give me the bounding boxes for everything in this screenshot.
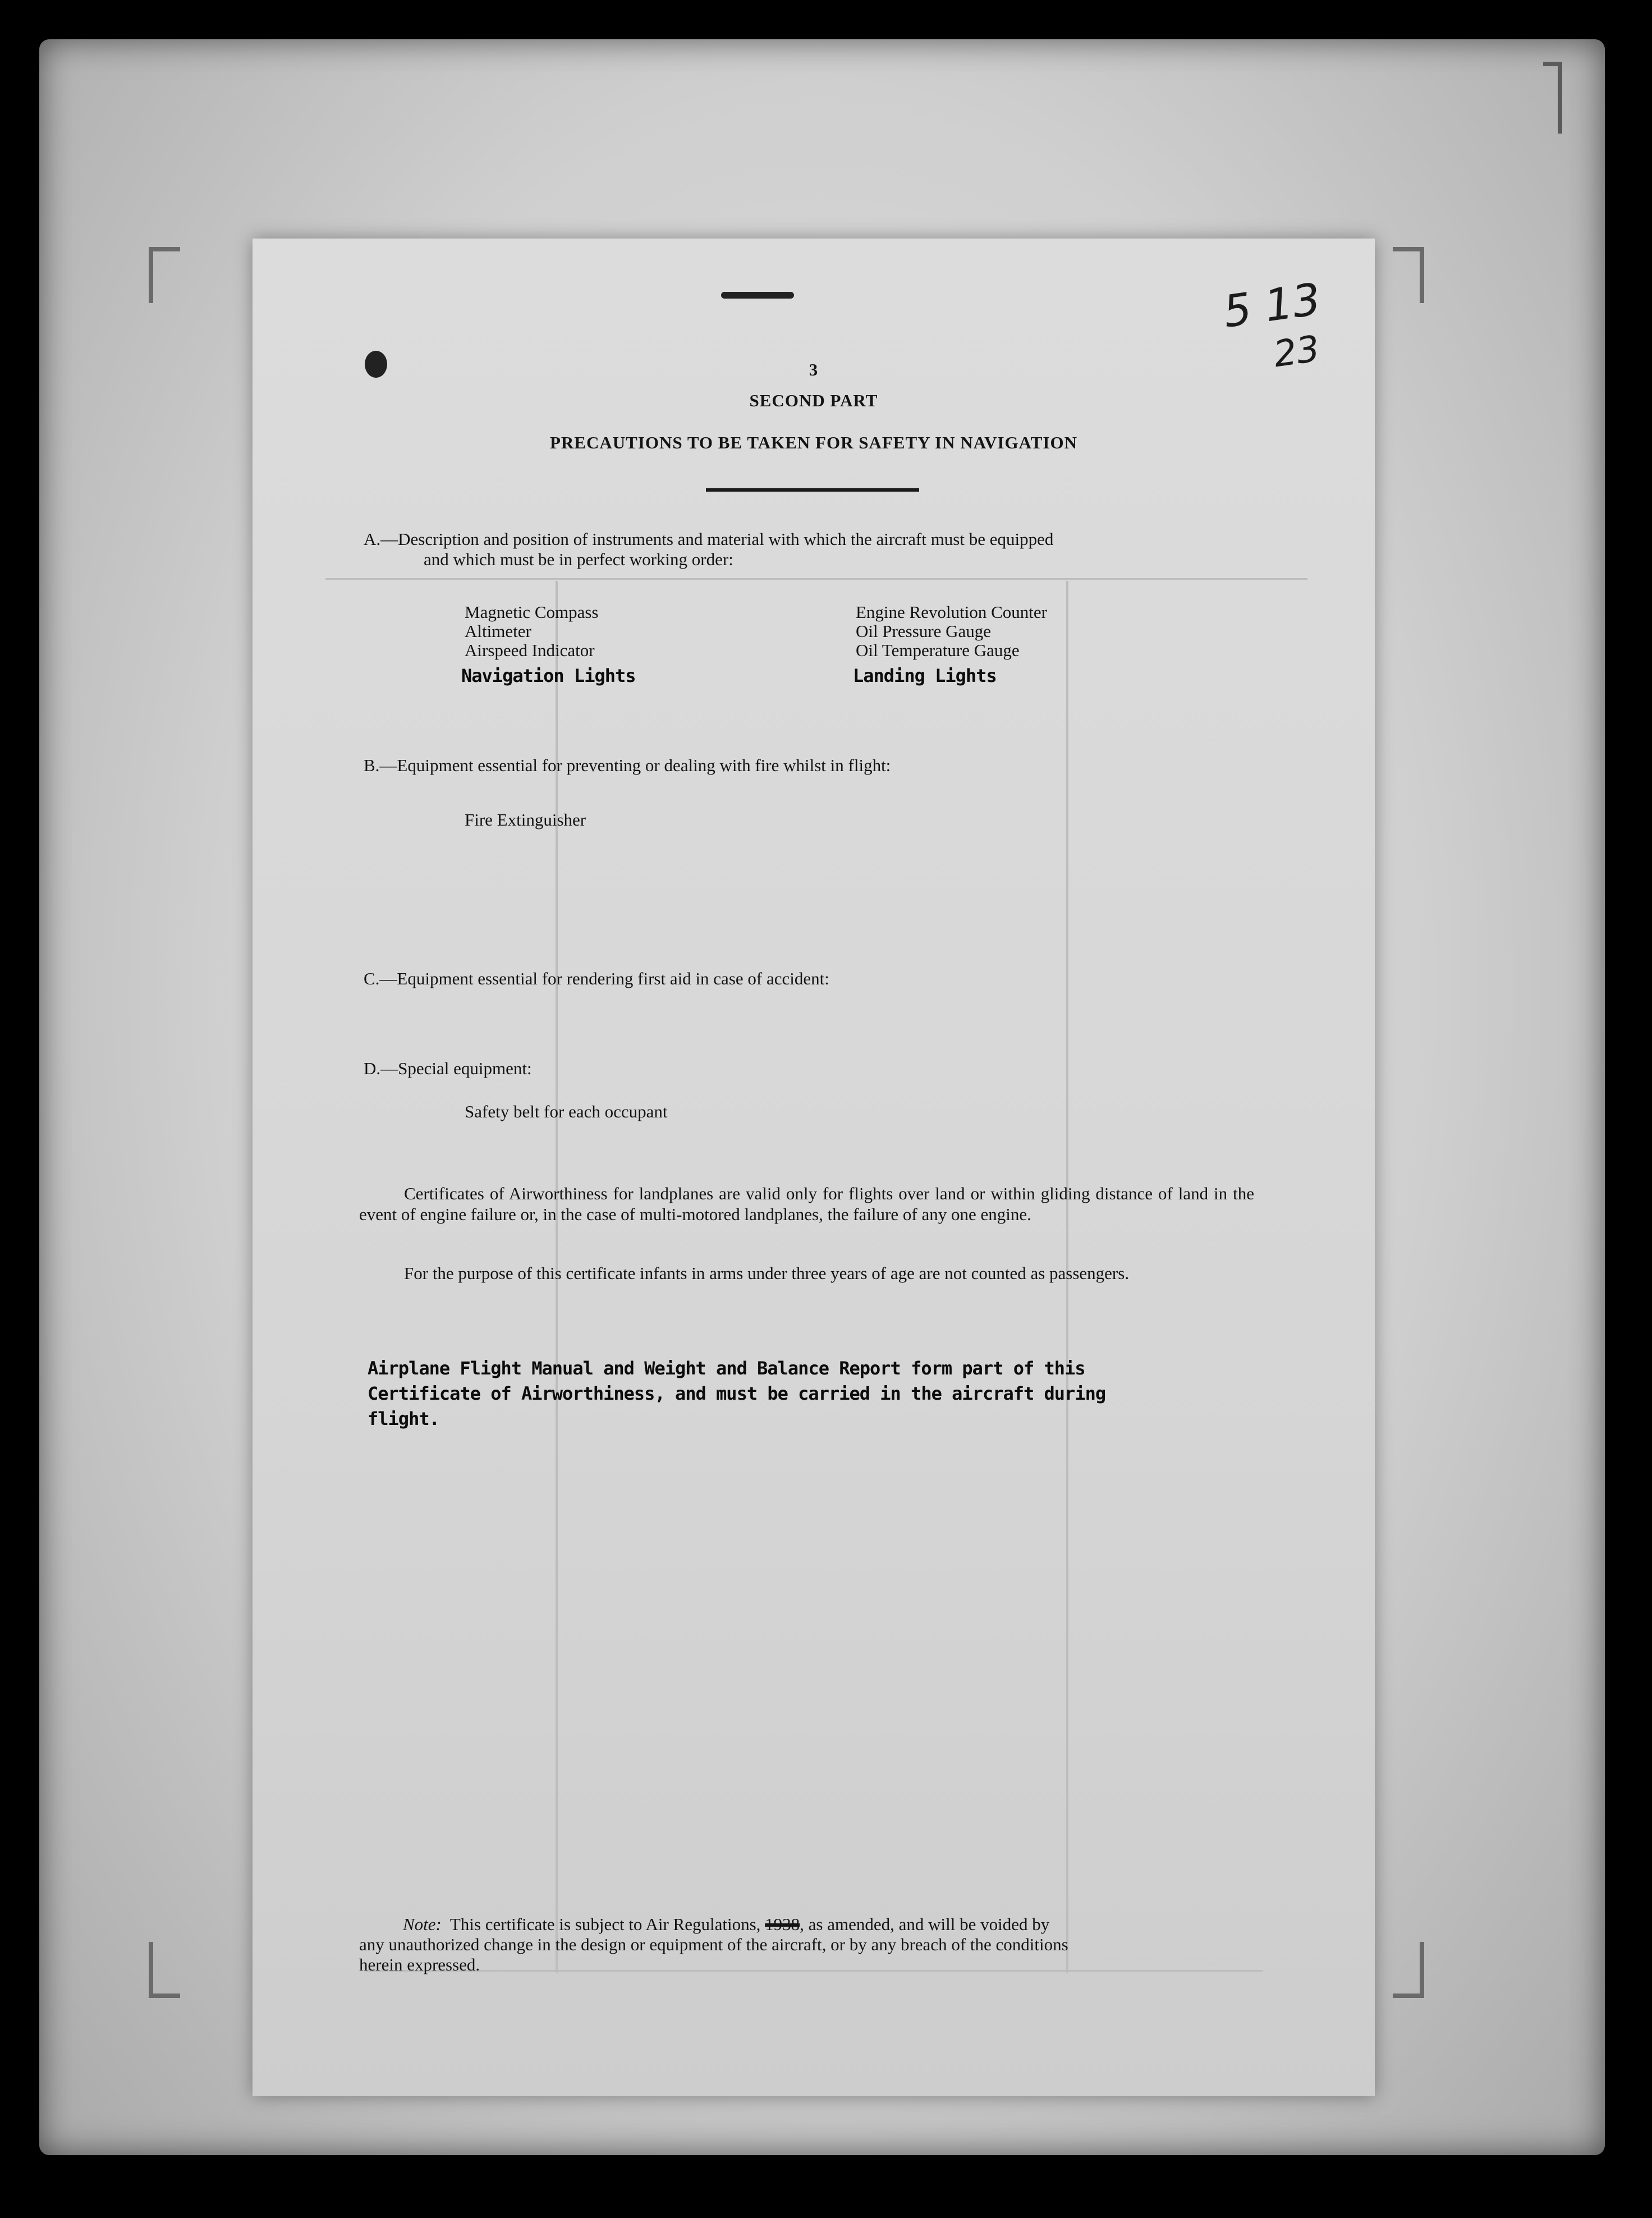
instrument-item: Altimeter <box>465 621 531 641</box>
crop-mark-top-right <box>1393 247 1424 303</box>
bleed-through-line <box>365 1970 1263 1972</box>
instrument-item: Airspeed Indicator <box>465 640 595 660</box>
crop-mark-top-left <box>149 247 180 303</box>
section-b-item: Fire Extinguisher <box>465 810 586 830</box>
regulations-note-line2: any unauthorized change in the design or equipment of the aircraft, or by any breach of the conditions <box>359 1935 1068 1954</box>
crop-mark-bottom-right <box>1393 1942 1424 1998</box>
typed-note-line: Airplane Flight Manual and Weight and Balance Report form part of this <box>368 1358 1085 1379</box>
instrument-item: Magnetic Compass <box>465 602 599 622</box>
note-label: Note: <box>403 1914 442 1934</box>
typed-note-line: Certificate of Airworthiness, and must be carried in the aircraft during <box>368 1383 1106 1404</box>
section-b-heading: B.—Equipment essential for preventing or dealing with fire whilst in flight: <box>364 755 891 775</box>
infants-paragraph: For the purpose of this certificate infants in arms under three years of age are not counted as passengers. <box>404 1263 1130 1283</box>
title-underline <box>706 488 919 492</box>
section-c-heading: C.—Equipment essential for rendering first aid in case of accident: <box>364 969 829 988</box>
ink-mark <box>721 292 794 299</box>
note-text-cont: , as amended, and will be voided by <box>800 1914 1050 1934</box>
page-number: 3 <box>809 360 819 379</box>
crop-mark-bottom-left <box>149 1942 180 1998</box>
section-a-heading: A.—Description and position of instruments and material with which the aircraft must be equipped <box>364 529 1054 549</box>
note-text: This certificate is subject to Air Regulations, <box>449 1914 761 1934</box>
instrument-item-typed: Landing Lights <box>853 665 997 686</box>
section-d-heading: D.—Special equipment: <box>364 1058 532 1078</box>
struck-year: 1938 <box>765 1914 800 1934</box>
regulations-note-line3: herein expressed. <box>359 1955 480 1974</box>
handwritten-ref-top: 5 13 <box>1220 274 1324 338</box>
section-a-heading-cont: and which must be in perfect working order: <box>424 549 733 569</box>
instrument-item: Engine Revolution Counter <box>856 602 1047 622</box>
instrument-item: Oil Temperature Gauge <box>856 640 1020 660</box>
validity-paragraph: Certificates of Airworthiness for landplanes are valid only for flights over land or within gliding distance of land in the event of engine failure or, in the case of multi-motored landplanes, the failure of any one engine. <box>359 1184 1254 1224</box>
typed-note-line: flight. <box>368 1408 439 1429</box>
instrument-item-typed: Navigation Lights <box>461 665 636 686</box>
part-title: SECOND PART <box>749 391 878 410</box>
bleed-through-line <box>325 578 1307 580</box>
regulations-note <box>403 1914 1049 1935</box>
document-page <box>253 239 1375 2096</box>
section-d-item: Safety belt for each occupant <box>465 1102 668 1121</box>
frame-bracket <box>1543 62 1562 134</box>
handwritten-ref-bottom: 23 <box>1271 328 1323 376</box>
main-title: PRECAUTIONS TO BE TAKEN FOR SAFETY IN NAVIGATION <box>549 433 1077 452</box>
instrument-item: Oil Pressure Gauge <box>856 621 992 641</box>
